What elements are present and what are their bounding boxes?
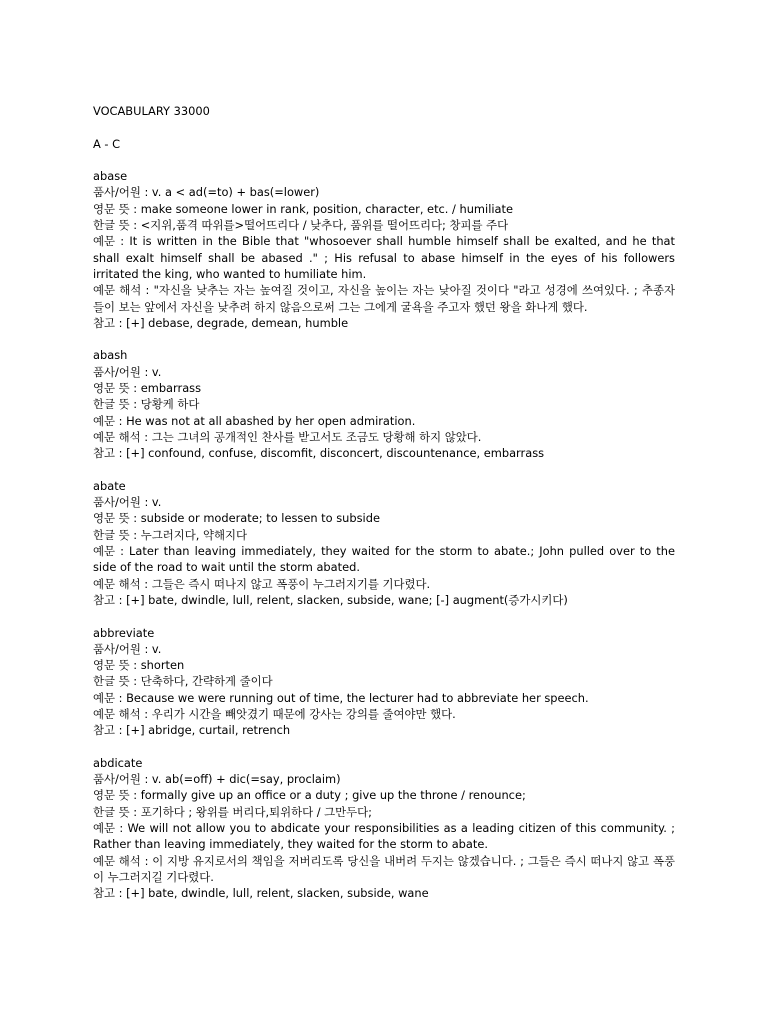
entry-word: abase: [93, 169, 128, 184]
section-range: A - C: [93, 136, 121, 151]
entry-example-translation: 예문 해석 : 그들은 즉시 떠나지 않고 폭풍이 누그러지기를 기다렸다.: [93, 576, 431, 591]
vocab-entry: [93, 625, 675, 739]
entry-example: 예문 : Later than leaving immediately, they waited for the storm to abate.; John pulled over to the side of the road to wait until the storm abated.: [93, 544, 675, 575]
entry-pos: 품사/어원 : v.: [93, 364, 162, 379]
entry-korean-meaning: 한글 뜻 : 누그러지다, 약해지다: [93, 527, 247, 542]
entry-korean-meaning: 한글 뜻 : <지위,품격 따위를>떨어뜨리다 / 낮추다, 품위를 떨어뜨리다; 창피를 주다: [93, 218, 509, 233]
entry-pos: 품사/어원 : v. ab(=off) + dic(=say, proclaim): [93, 772, 341, 787]
entry-word: abate: [93, 478, 126, 493]
entry-pos: 품사/어원 : v. a < ad(=to) + bas(=lower): [93, 185, 320, 200]
entry-english-meaning: 영문 뜻 : subside or moderate; to lessen to subside: [93, 511, 380, 526]
entry-reference: 참고 : [+] abridge, curtail, retrench: [93, 723, 291, 738]
entry-word: abash: [93, 348, 128, 363]
document-body: [93, 103, 675, 902]
entry-example-translation: 예문 해석 : 이 지방 유지로서의 책임을 저버리도록 당신을 내버려 두지는 않겠습니다. ; 그들은 즉시 떠나지 않고 폭풍이 누그러지길 기다렸다.: [93, 853, 675, 884]
entry-example-translation: 예문 해석 : "자신을 낮추는 자는 높여질 것이고, 자신을 높이는 자는 낮아질 것이다 "라고 성경에 쓰여있다. ; 추종자들이 보는 앞에서 자신을 낮추려 하지 않음으로써 그는 그에게 굴욕을 주고자 했던 왕을 화나게 했다.: [93, 283, 675, 314]
entry-word: abbreviate: [93, 625, 155, 640]
entry-example: 예문 : Because we were running out of time, the lecturer had to abbreviate her speech.: [93, 690, 589, 705]
entry-korean-meaning: 한글 뜻 : 당황케 하다: [93, 397, 200, 412]
vocab-entry: [93, 168, 675, 331]
vocab-entry: [93, 347, 675, 461]
entry-example-translation: 예문 해석 : 우리가 시간을 빼앗겼기 때문에 강사는 강의를 줄여야만 했다.: [93, 706, 456, 721]
entry-example: 예문 : It is written in the Bible that "whosoever shall humble himself shall be exalted, and he that shall exalt himself shall be abased ." ; His refusal to abase himself in the eyes of his followers irritated the king, who wanted to humiliate him.: [93, 234, 675, 281]
entry-english-meaning: 영문 뜻 : formally give up an office or a duty ; give up the throne / renounce;: [93, 788, 526, 803]
entry-korean-meaning: 한글 뜻 : 단축하다, 간략하게 줄이다: [93, 674, 273, 689]
entry-pos: 품사/어원 : v.: [93, 495, 162, 510]
entry-reference: 참고 : [+] bate, dwindle, lull, relent, slacken, subside, wane; [-] augment(증가시키다): [93, 592, 568, 607]
entry-reference: 참고 : [+] debase, degrade, demean, humble: [93, 315, 349, 330]
vocab-entry: [93, 755, 675, 902]
entry-example: 예문 : He was not at all abashed by her open admiration.: [93, 413, 416, 428]
vocab-entry: [93, 478, 675, 608]
document-title: VOCABULARY 33000: [93, 104, 210, 118]
entry-english-meaning: 영문 뜻 : make someone lower in rank, position, character, etc. / humiliate: [93, 201, 513, 216]
entry-word: abdicate: [93, 755, 143, 770]
entry-reference: 참고 : [+] bate, dwindle, lull, relent, slacken, subside, wane: [93, 886, 429, 901]
entry-example: 예문 : We will not allow you to abdicate your responsibilities as a leading citizen of this community. ; Rather than leaving immediately, they waited for the storm to abate.: [93, 821, 675, 852]
entry-english-meaning: 영문 뜻 : embarrass: [93, 381, 202, 396]
entry-pos: 품사/어원 : v.: [93, 641, 162, 656]
entry-reference: 참고 : [+] confound, confuse, discomfit, disconcert, discountenance, embarrass: [93, 446, 545, 461]
entry-example-translation: 예문 해석 : 그는 그녀의 공개적인 찬사를 받고서도 조금도 당황해 하지 않았다.: [93, 429, 482, 444]
entry-korean-meaning: 한글 뜻 : 포기하다 ; 왕위를 버리다,퇴위하다 / 그만두다;: [93, 804, 373, 819]
entry-english-meaning: 영문 뜻 : shorten: [93, 658, 185, 673]
